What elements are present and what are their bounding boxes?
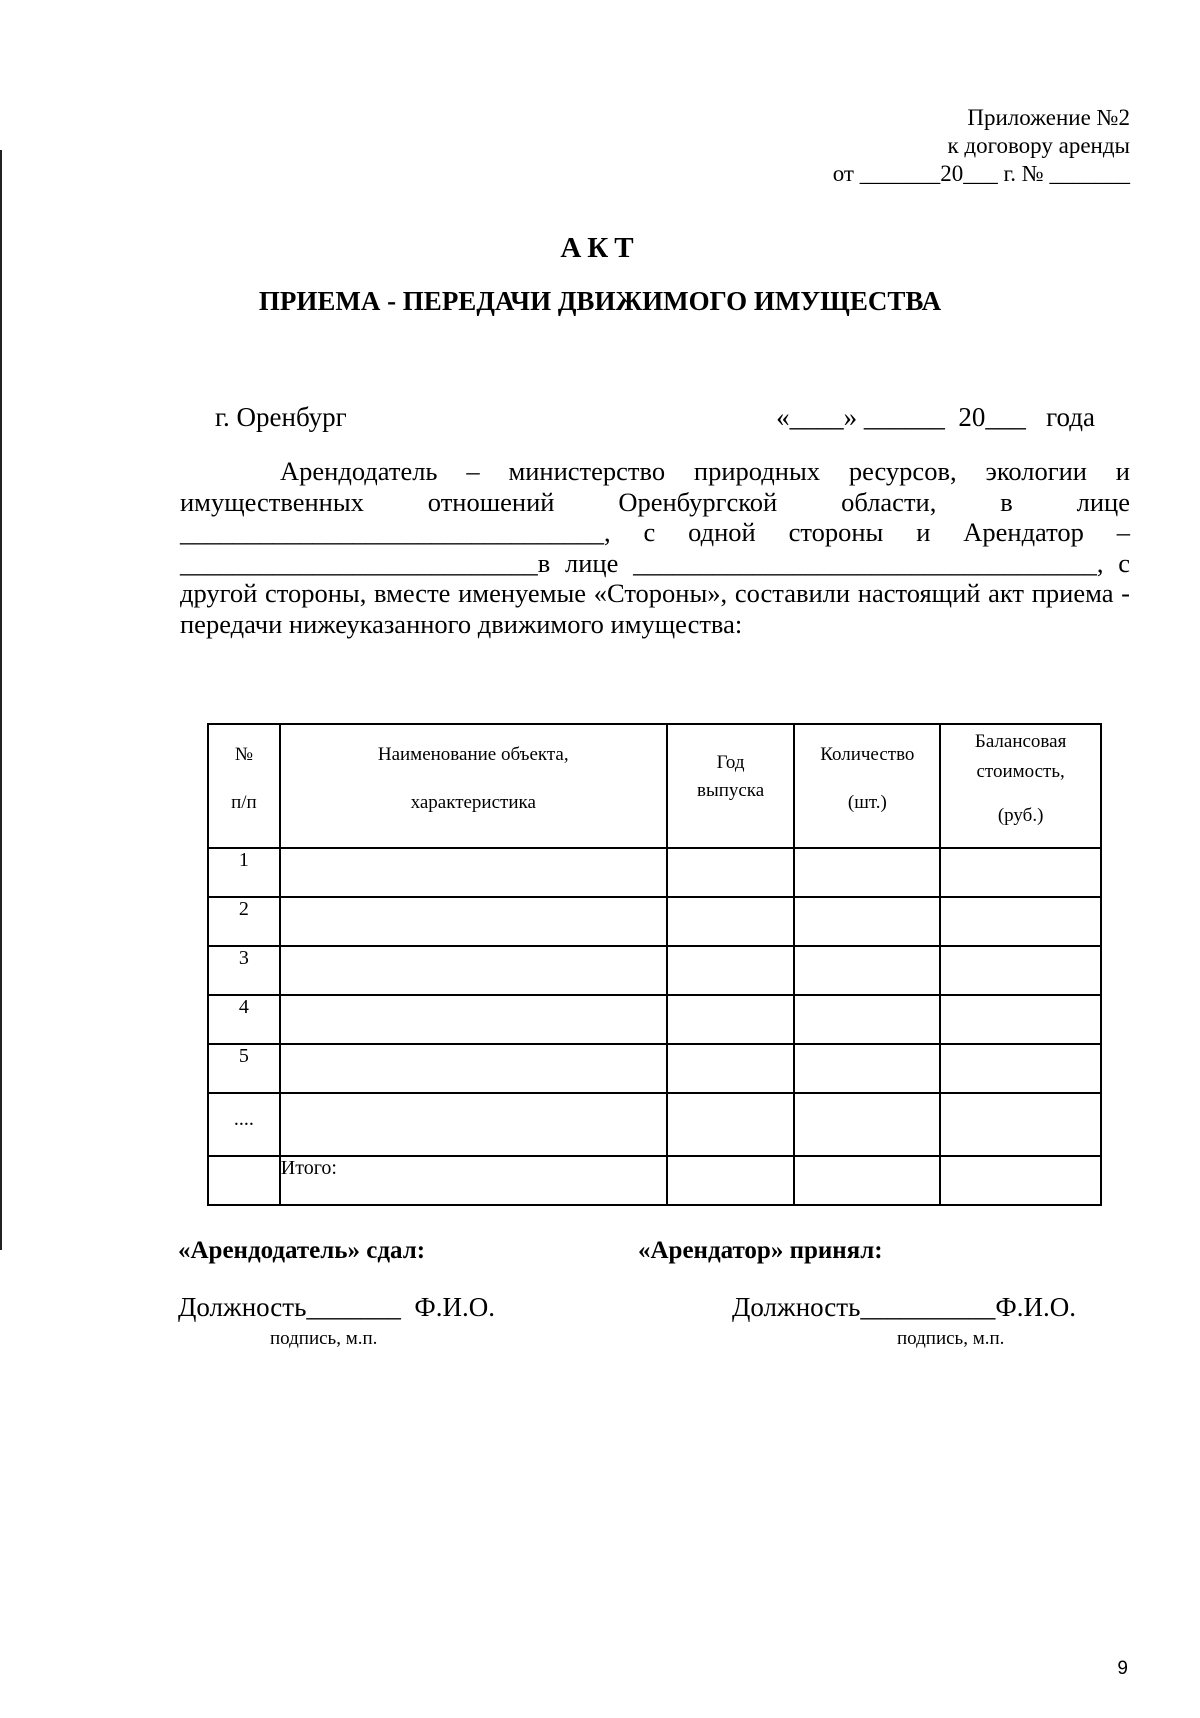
header-cost	[940, 724, 1101, 848]
document-title: АКТ	[560, 232, 640, 264]
act-paragraph: Арендодатель – министерство природных ресурсов, экологии и имущественных отношений Оренбургской области, в лице ________________________________, с одной стороны и Арендатор –___________________________в лице ___________________________________, с другой стороны, вместе именуемые «Стороны», составили настоящий акт приема - передачи нижеуказанного движимого имущества:	[180, 456, 1130, 639]
cell-year[interactable]	[667, 897, 795, 946]
total-year[interactable]	[667, 1156, 795, 1205]
cell-quantity[interactable]	[794, 946, 940, 995]
table-row	[208, 1093, 1101, 1156]
tenant-signature-line: Должность__________Ф.И.О.	[732, 1292, 1076, 1322]
cell-quantity[interactable]	[794, 897, 940, 946]
row-number: 1	[208, 848, 280, 897]
place-date-row	[215, 402, 1095, 436]
header-year-line-1: Год	[716, 752, 745, 773]
act-body	[180, 456, 1130, 639]
cell-year[interactable]	[667, 946, 795, 995]
header-number-line-1: №	[234, 744, 253, 765]
header-year	[667, 724, 795, 848]
header-quantity-line-1: Количество	[820, 744, 915, 765]
cell-year[interactable]	[667, 1093, 795, 1156]
city: г. Оренбург	[215, 402, 347, 432]
cell-name[interactable]	[280, 897, 667, 946]
table-row	[208, 1044, 1101, 1093]
cell-name[interactable]	[280, 995, 667, 1044]
cell-quantity[interactable]	[794, 1044, 940, 1093]
cell-name[interactable]	[280, 848, 667, 897]
total-cost[interactable]	[940, 1156, 1101, 1205]
cell-quantity[interactable]	[794, 1093, 940, 1156]
table-header-row	[208, 724, 1101, 848]
row-number: 3	[208, 946, 280, 995]
page-number: 9	[1117, 1658, 1128, 1679]
cell-year[interactable]	[667, 848, 795, 897]
cell-cost[interactable]	[940, 848, 1101, 897]
header-name-line-2: характеристика	[410, 792, 536, 813]
cell-cost[interactable]	[940, 897, 1101, 946]
row-number: 2	[208, 897, 280, 946]
cell-year[interactable]	[667, 1044, 795, 1093]
header-name	[280, 724, 667, 848]
appendix-line-1: Приложение №2	[967, 105, 1130, 130]
cell-name[interactable]	[280, 1093, 667, 1156]
total-number-cell	[208, 1156, 280, 1205]
header-cost-line-1: Балансовая	[974, 731, 1067, 752]
appendix-reference	[833, 104, 1130, 188]
header-quantity	[794, 724, 940, 848]
table-row	[208, 848, 1101, 897]
total-quantity[interactable]	[794, 1156, 940, 1205]
cell-quantity[interactable]	[794, 848, 940, 897]
row-number: ....	[208, 1093, 280, 1156]
cell-name[interactable]	[280, 946, 667, 995]
landlord-signature-heading: «Арендодатель» сдал:	[178, 1237, 426, 1264]
cell-cost[interactable]	[940, 995, 1101, 1044]
appendix-line-2: к договору аренды	[947, 133, 1130, 158]
landlord-signature-caption: подпись, м.п.	[270, 1328, 378, 1349]
cell-cost[interactable]	[940, 1044, 1101, 1093]
date-line: «____» ______ 20___ года	[776, 402, 1095, 432]
tenant-signature-heading: «Арендатор» принял:	[638, 1237, 883, 1264]
tenant-signature-caption: подпись, м.п.	[897, 1328, 1005, 1349]
table-row	[208, 946, 1101, 995]
landlord-signature-line: Должность_______ Ф.И.О.	[178, 1292, 495, 1322]
document-subtitle: ПРИЕМА - ПЕРЕДАЧИ ДВИЖИМОГО ИМУЩЕСТВА	[258, 286, 942, 316]
total-label: Итого:	[280, 1156, 667, 1205]
appendix-line-3: от _______20___ г. № _______	[832, 161, 1130, 186]
cell-name[interactable]	[280, 1044, 667, 1093]
cell-cost[interactable]	[940, 946, 1101, 995]
row-number: 4	[208, 995, 280, 1044]
header-quantity-line-2: (шт.)	[847, 792, 887, 813]
cell-quantity[interactable]	[794, 995, 940, 1044]
table-total-row	[208, 1156, 1101, 1205]
header-name-line-1: Наименование объекта,	[377, 744, 569, 765]
table-row	[208, 897, 1101, 946]
header-cost-line-3: (руб.)	[997, 805, 1044, 826]
header-cost-line-2: стоимость,	[976, 761, 1065, 782]
header-year-line-2: выпуска	[696, 780, 765, 801]
cell-cost[interactable]	[940, 1093, 1101, 1156]
row-number: 5	[208, 1044, 280, 1093]
cell-year[interactable]	[667, 995, 795, 1044]
table-row	[208, 995, 1101, 1044]
property-table	[207, 723, 1102, 1206]
header-number-line-2: п/п	[231, 792, 257, 813]
header-number	[208, 724, 280, 848]
